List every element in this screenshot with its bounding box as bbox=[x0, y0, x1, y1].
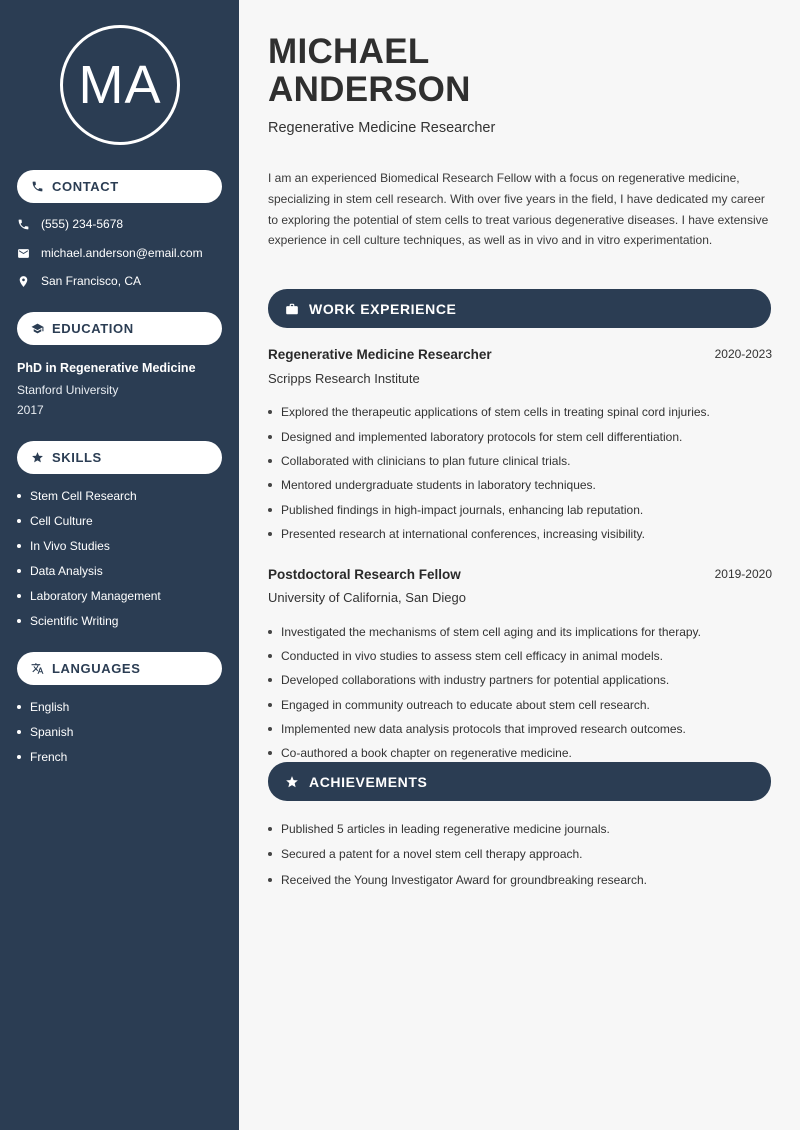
contact-phone bbox=[17, 217, 123, 231]
location-pin-icon bbox=[17, 275, 30, 288]
skills-list bbox=[17, 483, 161, 633]
phone-icon bbox=[31, 180, 44, 193]
list-item: Presented research at international conferences, increasing visibility. bbox=[268, 522, 772, 546]
list-item: Conducted in vivo studies to assess stem cell efficacy in animal models. bbox=[268, 644, 772, 668]
list-item: Published findings in high-impact journals, enhancing lab reputation. bbox=[268, 498, 772, 522]
list-item: Received the Young Investigator Award for groundbreaking research. bbox=[268, 867, 772, 893]
education-heading-label: EDUCATION bbox=[52, 321, 134, 336]
email-icon bbox=[17, 247, 30, 260]
contact-heading-label: CONTACT bbox=[52, 179, 119, 194]
job-dates: 2020-2023 bbox=[714, 347, 772, 361]
work-experience-heading-label: WORK EXPERIENCE bbox=[309, 300, 457, 317]
job-responsibilities bbox=[268, 400, 772, 546]
job-organization: University of California, San Diego bbox=[268, 590, 466, 605]
list-item: Investigated the mechanisms of stem cell aging and its implications for therapy. bbox=[268, 620, 772, 644]
briefcase-icon bbox=[285, 302, 299, 316]
list-item: Secured a patent for a novel stem cell therapy approach. bbox=[268, 842, 772, 868]
list-item: Developed collaborations with industry partners for potential applications. bbox=[268, 668, 772, 692]
work-experience-heading bbox=[268, 289, 771, 328]
list-item: Engaged in community outreach to educate about stem cell research. bbox=[268, 693, 772, 717]
job-title: Regenerative Medicine Researcher bbox=[268, 120, 496, 136]
education-degree: PhD in Regenerative Medicine bbox=[17, 361, 196, 375]
list-item: Explored the therapeutic applications of stem cells in treating spinal cord injuries. bbox=[268, 400, 772, 424]
languages-list bbox=[17, 694, 73, 769]
location-text: San Francisco, CA bbox=[41, 274, 142, 288]
job-role: Regenerative Medicine Researcher bbox=[268, 347, 492, 362]
languages-heading bbox=[17, 652, 222, 685]
list-item: Scientific Writing bbox=[17, 608, 161, 633]
list-item: Implemented new data analysis protocols that improved research outcomes. bbox=[268, 717, 772, 741]
list-item: Designed and implemented laboratory protocols for stem cell differentiation. bbox=[268, 424, 772, 448]
star-icon bbox=[285, 775, 299, 789]
contact-location bbox=[17, 274, 141, 288]
list-item: Data Analysis bbox=[17, 558, 161, 583]
education-heading bbox=[17, 312, 222, 345]
translate-icon bbox=[31, 662, 44, 675]
job-dates: 2019-2020 bbox=[714, 567, 772, 581]
profile-summary: I am an experienced Biomedical Research Fellow with a focus on regenerative medicine, specializing in stem cell research. With over five years in the field, I have dedicated my career to exploring the potential of stem cells to treat various degenerative diseases. I have extensive experience in cell culture techniques, as well as in vivo and in vitro experimentation. bbox=[268, 171, 769, 248]
contact-email bbox=[17, 246, 203, 260]
education-year: 2017 bbox=[17, 403, 44, 417]
list-item: Laboratory Management bbox=[17, 583, 161, 608]
list-item: Mentored undergraduate students in laboratory techniques. bbox=[268, 473, 772, 497]
job-role: Postdoctoral Research Fellow bbox=[268, 567, 461, 582]
education-school: Stanford University bbox=[17, 383, 119, 397]
list-item: Collaborated with clinicians to plan future clinical trials. bbox=[268, 449, 772, 473]
star-icon bbox=[31, 451, 44, 464]
last-name: ANDERSON bbox=[268, 70, 471, 109]
skills-heading-label: SKILLS bbox=[52, 450, 102, 465]
full-name bbox=[268, 33, 471, 109]
list-item: French bbox=[17, 744, 73, 769]
list-item: Co-authored a book chapter on regenerative medicine. bbox=[268, 741, 772, 765]
avatar-initials: MA bbox=[78, 55, 162, 115]
job-organization: Scripps Research Institute bbox=[268, 371, 420, 386]
list-item: Stem Cell Research bbox=[17, 483, 161, 508]
achievements-heading-label: ACHIEVEMENTS bbox=[309, 773, 428, 790]
achievements-list bbox=[268, 816, 772, 893]
job-responsibilities bbox=[268, 620, 772, 765]
first-name: MICHAEL bbox=[268, 32, 430, 71]
graduation-cap-icon bbox=[31, 322, 44, 335]
avatar bbox=[60, 25, 180, 145]
phone-icon bbox=[17, 218, 30, 231]
skills-heading bbox=[17, 441, 222, 474]
list-item: Spanish bbox=[17, 719, 73, 744]
phone-number: (555) 234-5678 bbox=[41, 217, 124, 231]
contact-heading bbox=[17, 170, 222, 203]
list-item: In Vivo Studies bbox=[17, 533, 161, 558]
list-item: Cell Culture bbox=[17, 508, 161, 533]
list-item: English bbox=[17, 694, 73, 719]
list-item: Published 5 articles in leading regenerative medicine journals. bbox=[268, 816, 772, 842]
achievements-heading bbox=[268, 762, 771, 801]
sidebar bbox=[0, 0, 239, 1130]
email-address: michael.anderson@email.com bbox=[41, 246, 203, 260]
languages-heading-label: LANGUAGES bbox=[52, 661, 141, 676]
